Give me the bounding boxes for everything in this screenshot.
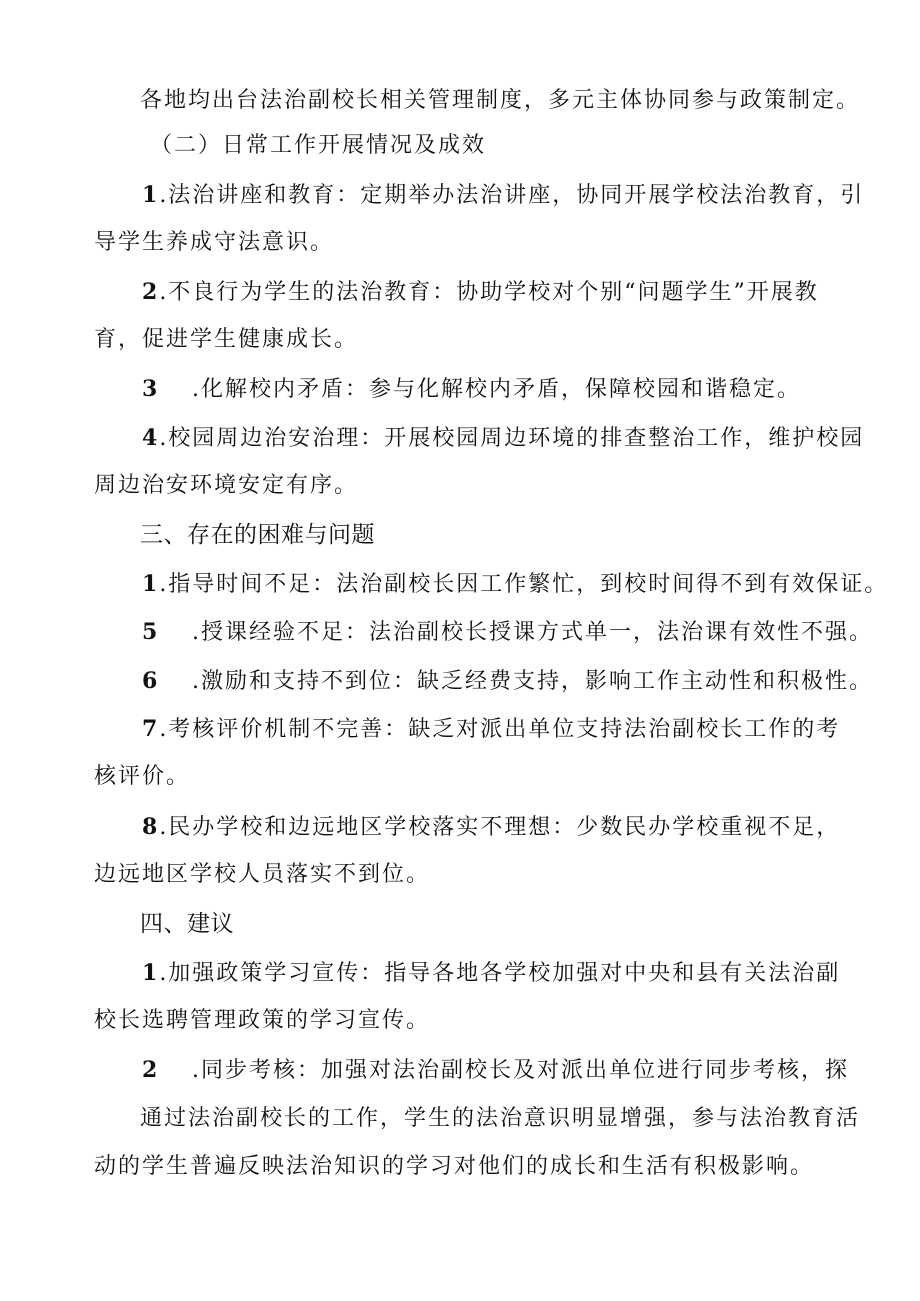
item-text: .激励和支持不到位：缺乏经费支持，影响工作主动性和积极性。	[192, 669, 873, 694]
item-number: 1	[142, 182, 158, 208]
closing-line-2: 动的学生普遍反映法治知识的学习对他们的成长和生活有积极影响。	[94, 1154, 815, 1179]
suggestion-item-1-continued: 校长选聘管理政策的学习宣传。	[94, 1008, 431, 1033]
item-text: .同步考核：加强对法治副校长及对派出单位进行同步考核，探	[192, 1058, 849, 1083]
item-text: .化解校内矛盾：参与化解校内矛盾，保障校园和谐稳定。	[192, 377, 801, 402]
work-item-3	[142, 374, 801, 405]
intro-line: 各地均出台法治副校长相关管理制度，多元主体协同参与政策制定。	[140, 88, 861, 113]
problem-item-8	[142, 812, 840, 843]
problem-item-8-continued: 边远地区学校人员落实不到位。	[94, 862, 431, 887]
problem-item-1	[142, 569, 888, 600]
item-number: 3	[142, 376, 158, 402]
item-number: 1	[142, 960, 158, 986]
item-text: .不良行为学生的法治教育：协助学校对个别“问题学生”开展教	[159, 280, 819, 305]
item-text: .民办学校和边远地区学校落实不理想：少数民办学校重视不足，	[159, 815, 841, 840]
problem-item-6	[142, 666, 873, 697]
item-number: 5	[142, 619, 158, 645]
subsection-heading-2: （二）日常工作开展情况及成效	[150, 133, 487, 158]
suggestion-item-1	[142, 958, 840, 989]
problem-item-7-continued: 核评价。	[94, 764, 191, 789]
item-text: .加强政策学习宣传：指导各地各学校加强对中央和县有关法治副	[159, 961, 841, 986]
closing-line-1: 通过法治副校长的工作，学生的法治意识明显增强，参与法治教育活	[140, 1106, 861, 1131]
item-number: 2	[142, 1057, 158, 1083]
item-number: 2	[142, 279, 158, 305]
problem-item-5	[142, 617, 873, 648]
item-number: 1	[142, 571, 158, 597]
item-text: .法治讲座和教育：定期举办法治讲座，协同开展学校法治教育，引	[159, 183, 865, 208]
work-item-2	[142, 277, 819, 308]
work-item-4-continued: 周边治安环境安定有序。	[94, 473, 359, 498]
work-item-1	[142, 180, 864, 211]
work-item-2-continued: 育，促进学生健康成长。	[94, 327, 359, 352]
problem-item-7	[142, 714, 840, 745]
work-item-1-continued: 导学生养成守法意识。	[94, 230, 335, 255]
item-number: 7	[142, 716, 158, 742]
item-text: .授课经验不足：法治副校长授课方式单一，法治课有效性不强。	[192, 620, 873, 645]
suggestion-item-2	[142, 1055, 849, 1086]
item-text: .考核评价机制不完善：缺乏对派出单位支持法治副校长工作的考	[159, 717, 841, 742]
item-text: .校园周边治安治理：开展校园周边环境的排查整治工作，维护校园	[159, 426, 865, 451]
section-heading-3: 三、存在的困难与问题	[140, 522, 375, 548]
work-item-4	[142, 423, 864, 454]
item-text: .指导时间不足：法治副校长因工作繁忙，到校时间得不到有效保证。	[159, 572, 889, 597]
section-heading-4: 四、建议	[140, 911, 234, 937]
item-number: 4	[142, 425, 158, 451]
item-number: 8	[142, 814, 158, 840]
item-number: 6	[142, 668, 158, 694]
